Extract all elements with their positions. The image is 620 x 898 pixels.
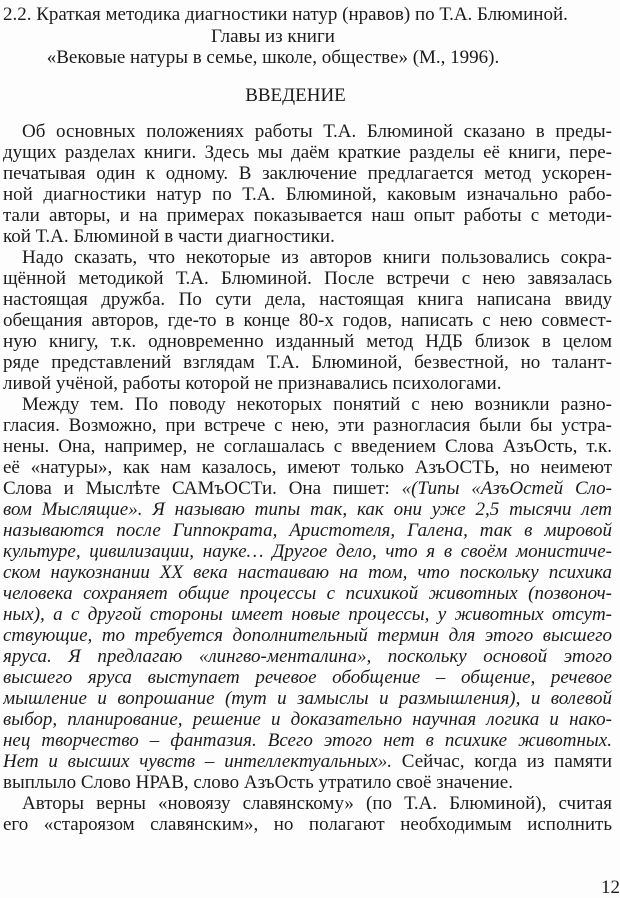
text-line: кой Т.А. Блюминой в части диагностики. [3,226,335,247]
text-line: печатывая один к одному. В заключение предлагается метод ускорен- [3,163,612,184]
text-line: обещания авторов, где-то в конце 80-х годов, написать с нею совмест- [3,310,612,331]
body-text [3,121,612,835]
text-line: её «натуры», как нам казалось, имеют только АзъОСТЬ, но неимеют [3,457,612,478]
chapter-title-line-2: Главы из книги [211,25,335,47]
text-line: его «староязом славянским», но полагают необходимым исполнить [3,814,612,835]
text-line: гласия. Возможно, при встрече с нею, эти разногласия были бы устра- [3,415,612,436]
text-line: Между тем. По поводу некоторых понятий с нею возникли разно- [22,394,612,415]
text-line: Об основных положениях работы Т.А. Блюминой сказано в преды- [22,121,612,142]
text-line: ную книгу, т.к. одновременно изданный метод НДБ близок в целом [3,331,612,352]
text-line: Авторы верны «новоязу славянскому» (по Т.А. Блюминой), считая [22,793,612,814]
text-line: настоящая дружба. По сути дела, настоящая книга написана ввиду [3,289,612,310]
text-line: ных), а с другой стороны имеет новые процессы, у животных отсут- [3,604,612,625]
text-line: ском наукознании XX века настаиваю на том, что поскольку психика [3,562,612,583]
text-line: Нет и высших чувств – интеллектуальных». Сейчас, когда из памяти [3,751,612,772]
text-line: человека сохраняет общие процессы с психикой животных (позвоноч- [3,583,612,604]
text-line: мышление и вопрошание (тут и замыслы и размышления), и волевой [3,688,612,709]
text-line: вом Мыслящие». Я называю типы так, как они уже 2,5 тысячи лет [3,499,612,520]
section-heading: ВВЕДЕНИЕ [245,84,346,106]
text-line: нец творчество – фантазия. Всего этого нет в психике животных. [3,730,612,751]
text-line: ной диагностики натур по Т.А. Блюминой, каковым изначально рабо- [3,184,612,205]
text-line: щённой методикой Т.А. Блюминой. После встречи с нею завязалась [3,268,612,289]
page-number: 12 [601,877,620,898]
text-line: дущих разделах книги. Здесь мы даём краткие разделы её книги, пере- [3,142,612,163]
text-line: выплыло Слово НРАВ, слово АзъОсть утратило своё значение. [3,772,513,793]
text-line: культуре, цивилизации, науке… Другое дело, что я в своём монистиче- [3,541,612,562]
chapter-title-line-1: 2.2. Краткая методика диагностики натур (нравов) по Т.А. Блюминой. [3,4,568,25]
text-line: ряде представлений взглядам Т.А. Блюминой, безвестной, но талант- [3,352,612,373]
text-line: высшего яруса выступает речевое обобщение – общение, речевое [3,667,612,688]
text-line: яруса. Я предлагаю «лингво-менталина», поскольку основой этого [3,646,612,667]
text-line: называются после Гиппократа, Аристотеля, Галена, так в мировой [3,520,612,541]
text-line: выбор, планирование, решение и доказательно научная логика и нако- [3,709,612,730]
chapter-title-line-3: «Вековые натуры в семье, школе, обществе» (М., 1996). [46,47,500,68]
text-line: нены. Она, например, не соглашалась с введением Слова АзъОсть, т.к. [3,436,612,457]
text-line: тали авторы, и на примерах показывается наш опыт работы с методи- [3,205,612,226]
chapter-header [3,4,568,69]
text-line: Надо сказать, что некоторые из авторов книги пользовались сокра- [22,247,612,268]
text-line: ствующие, то требуется дополнительный термин для этого высшего [3,625,612,646]
text-line: Слова и Мыслѣте САМъОСТи. Она пишет: «(Типы «АзъОстей Сло- [3,478,612,499]
text-line: ливой учёной, работы которой не признавались психологами. [3,373,502,394]
